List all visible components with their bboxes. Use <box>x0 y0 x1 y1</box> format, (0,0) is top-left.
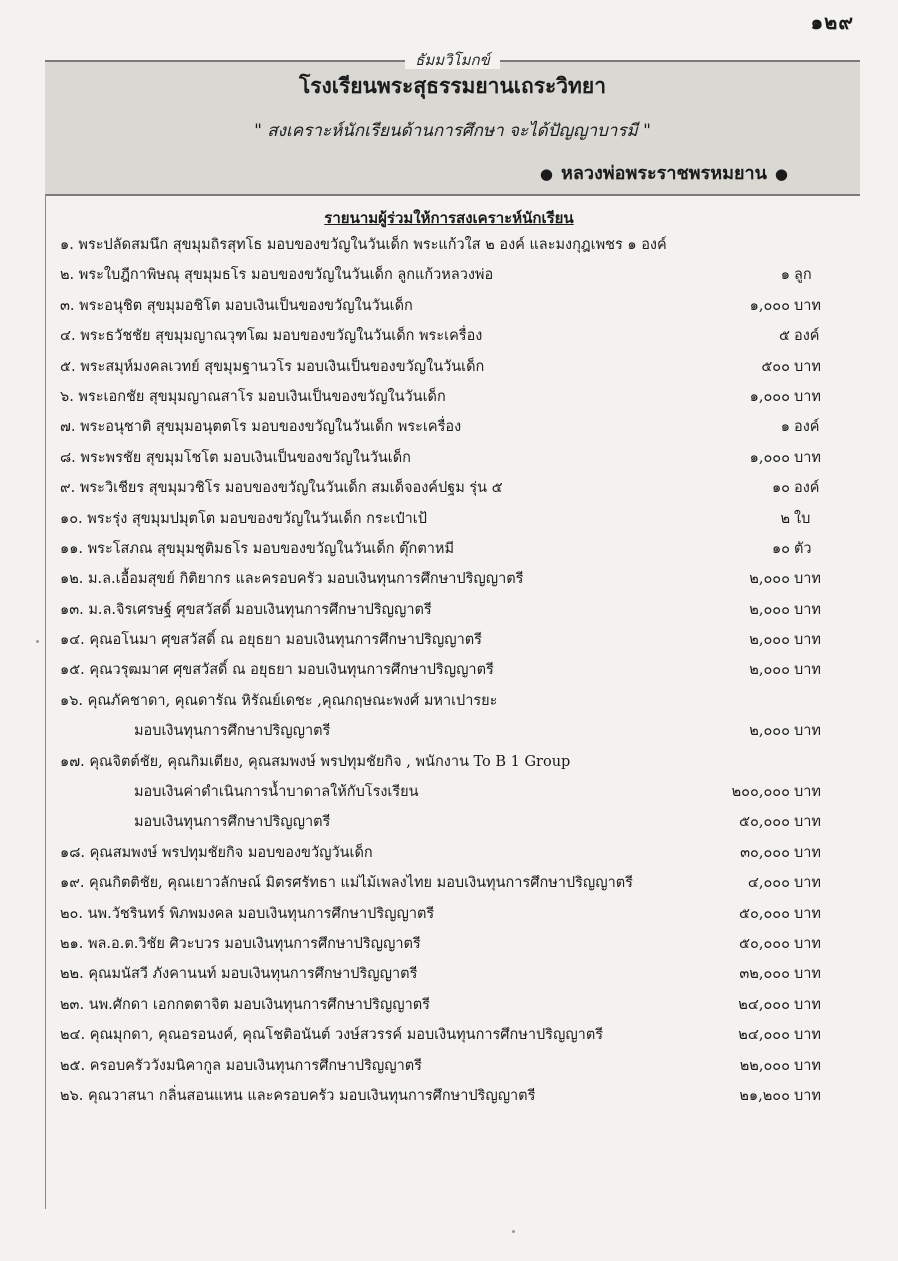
list-item <box>60 321 850 351</box>
donation-amount: ๒,๐๐๐ <box>749 662 790 679</box>
donation-unit: บาท <box>794 814 821 831</box>
list-item <box>60 291 850 321</box>
list-item <box>60 564 850 594</box>
donor-description: ๑๗. คุณจิตต์ชัย, คุณกิมเตียง, คุณสมพงษ์ พรปทุมชัยกิจ , พนักงาน To B 1 Group <box>60 753 571 770</box>
donation-amount: ๕๐,๐๐๐ <box>739 935 790 952</box>
donor-description: มอบเงินทุนการศึกษาปริญญาตรี <box>134 723 331 740</box>
list-item <box>60 777 850 807</box>
list-item <box>60 838 850 868</box>
header-box <box>45 51 860 196</box>
donation-amount: ๒,๐๐๐ <box>749 632 790 649</box>
school-name: โรงเรียนพระสุธรรมยานเถระวิทยา <box>298 73 606 98</box>
donation-amount: ๒๔,๐๐๐ <box>738 1027 790 1044</box>
donor-description: ๘. พระพรชัย สุขมุมโชโต มอบเงินเป็นของขวัญในวันเด็ก <box>60 449 411 466</box>
donation-unit: องค์ <box>794 419 820 436</box>
donation-amount: ๔,๐๐๐ <box>747 875 790 892</box>
donation-unit: บาท <box>794 1027 821 1044</box>
donation-unit: ตัว <box>794 540 812 557</box>
donation-amount: ๓๐,๐๐๐ <box>740 844 790 861</box>
list-item <box>60 625 850 655</box>
donor-description: มอบเงินทุนการศึกษาปริญญาตรี <box>134 814 331 831</box>
donation-unit: บาท <box>794 632 821 649</box>
donation-amount: ๑๐ <box>771 540 790 557</box>
donation-amount: ๓๒,๐๐๐ <box>739 966 790 983</box>
donation-amount: ๒ <box>780 510 790 527</box>
list-item <box>60 382 850 412</box>
donation-amount: ๑ <box>780 267 790 284</box>
donation-amount: ๕๐,๐๐๐ <box>739 905 790 922</box>
donor-description: ๗. พระอนุชาติ สุขมุมอนุตตโร มอบของขวัญในวันเด็ก พระเครื่อง <box>60 419 462 436</box>
donation-unit: บาท <box>794 844 821 861</box>
donor-description: ๒๑. พล.อ.ต.วิชัย ศิวะบวร มอบเงินทุนการศึกษาปริญญาตรี <box>60 935 421 952</box>
list-item <box>60 868 850 898</box>
donation-unit: องค์ <box>794 328 820 345</box>
donation-amount: ๕๐,๐๐๐ <box>739 814 790 831</box>
list-item <box>60 534 850 564</box>
donation-amount: ๒๑,๒๐๐ <box>739 1087 790 1104</box>
donor-description: ๒๐. นพ.วัชรินทร์ พิภพมงคล มอบเงินทุนการศึกษาปริญญาตรี <box>60 905 435 922</box>
donation-unit: บาท <box>794 449 821 466</box>
donor-description: ๑๖. คุณภัคชาดา, คุณดารัณ หิรัณย์เดชะ ,คุณกฤษณะพงศ์ มหาเปารยะ <box>60 692 498 709</box>
donor-description: ๔. พระธวัชชัย สุขมุมญาณวุฑโฒ มอบของขวัญในวันเด็ก พระเครื่อง <box>60 328 483 345</box>
list-item <box>60 260 850 290</box>
motto: " สงเคราะห์นักเรียนด้านการศึกษา จะได้ปัญญาบารมี " <box>254 121 651 141</box>
donor-description: ๑๙. คุณกิตติชัย, คุณเยาวลักษณ์ มิตรศรัทธา แม่ไม้เพลงไทย มอบเงินทุนการศึกษาปริญญาตรี <box>60 875 633 892</box>
donation-amount: ๒๒,๐๐๐ <box>739 1057 790 1074</box>
donation-amount: ๑ <box>780 419 790 436</box>
donation-amount: ๑,๐๐๐ <box>749 297 790 314</box>
donation-unit: บาท <box>794 966 821 983</box>
donor-description: ๒๒. คุณมนัสวี ภังคานนท์ มอบเงินทุนการศึกษาปริญญาตรี <box>60 966 418 983</box>
donor-description: มอบเงินค่าดำเนินการน้ำบาดาลให้กับโรงเรียน <box>134 784 419 801</box>
list-item <box>60 230 850 260</box>
donor-description: ๑๕. คุณวรุฒมาศ ศุขสวัสดิ์ ณ อยุธยา มอบเงินทุนการศึกษาปริญญาตรี <box>60 662 494 679</box>
attribution <box>532 158 796 187</box>
donor-description: ๑๑. พระโสภณ สุขมุมชุติมธโร มอบของขวัญในวันเด็ก ตุ๊กตาหมี <box>60 540 455 557</box>
donation-unit: บาท <box>794 297 821 314</box>
donation-amount: ๒,๐๐๐ <box>749 601 790 618</box>
donation-unit: บาท <box>794 935 821 952</box>
list-heading: รายนามผู้ร่วมให้การสงเคราะห์นักเรียน <box>324 209 574 227</box>
donor-description: ๒๓. นพ.ศักดา เอกกตตาจิต มอบเงินทุนการศึกษาปริญญาตรี <box>60 996 430 1013</box>
donation-amount: ๒,๐๐๐ <box>749 723 790 740</box>
list-item <box>60 1081 850 1111</box>
donation-unit: บาท <box>794 358 821 375</box>
list-item <box>60 747 850 777</box>
list-item <box>60 504 850 534</box>
donation-amount: ๒,๐๐๐ <box>749 571 790 588</box>
list-item <box>60 1051 850 1081</box>
list-item <box>60 1020 850 1050</box>
donor-description: ๑๓. ม.ล.จิรเศรษฐ์ ศุขสวัสดิ์ มอบเงินทุนการศึกษาปริญญาตรี <box>60 601 432 618</box>
attribution-name: หลวงพ่อพระราชพรหมยาน <box>561 163 767 184</box>
donation-amount: ๒๐๐,๐๐๐ <box>731 784 790 801</box>
donation-unit: บาท <box>794 571 821 588</box>
donation-unit: บาท <box>794 601 821 618</box>
donor-description: ๑๐. พระรุ่ง สุขมุมปมุตโต มอบของขวัญในวันเด็ก กระเป๋าเป้ <box>60 510 427 527</box>
donation-unit: บาท <box>794 905 821 922</box>
donation-amount: ๒๔,๐๐๐ <box>738 996 790 1013</box>
donation-amount: ๑,๐๐๐ <box>749 449 790 466</box>
list-item <box>60 929 850 959</box>
donation-unit: ลูก <box>794 267 812 284</box>
donor-description: ๒๖. คุณวาสนา กลิ่นสอนแหน และครอบครัว มอบเงินทุนการศึกษาปริญญาตรี <box>60 1087 536 1104</box>
scan-speck <box>36 640 39 643</box>
donation-amount: ๕๐๐ <box>761 358 790 375</box>
list-item <box>60 352 850 382</box>
list-item <box>60 899 850 929</box>
donation-unit: บาท <box>794 996 821 1013</box>
donor-description: ๓. พระอนุชิต สุขมุมอชิโต มอบเงินเป็นของขวัญในวันเด็ก <box>60 297 413 314</box>
donation-unit: บาท <box>794 1087 821 1104</box>
scan-speck <box>512 1230 515 1233</box>
bullet-icon: ● <box>539 165 554 183</box>
donation-unit: องค์ <box>794 480 820 497</box>
donor-description: ๑๒. ม.ล.เอื้อมสุขย์ กิติยากร และครอบครัว มอบเงินทุนการศึกษาปริญญาตรี <box>60 571 524 588</box>
list-item <box>60 807 850 837</box>
donation-amount: ๑,๐๐๐ <box>749 388 790 405</box>
donor-description: ๒๕. ครอบครัววังมนิคากูล มอบเงินทุนการศึกษาปริญญาตรี <box>60 1057 422 1074</box>
donor-description: ๖. พระเอกชัย สุขมุมญาณสาโร มอบเงินเป็นของขวัญในวันเด็ก <box>60 388 446 405</box>
list-item <box>60 959 850 989</box>
publication-title: ธัมมวิโมกข์ <box>45 48 860 72</box>
donation-unit: บาท <box>794 388 821 405</box>
page-number: ๑๒๙ <box>810 10 854 34</box>
donor-description: ๒๔. คุณมุกดา, คุณอรอนงค์, คุณโชติอนันต์ วงษ์สวรรค์ มอบเงินทุนการศึกษาปริญญาตรี <box>60 1027 604 1044</box>
list-item <box>60 716 850 746</box>
donor-description: ๙. พระวิเชียร สุขมุมวชิโร มอบของขวัญในวันเด็ก สมเด็จองค์ปฐม รุ่น ๕ <box>60 480 503 497</box>
list-item <box>60 473 850 503</box>
donation-amount: ๑๐ <box>771 480 790 497</box>
donor-description: ๑๘. คุณสมพงษ์ พรปทุมชัยกิจ มอบของขวัญวันเด็ก <box>60 844 373 861</box>
list-item <box>60 595 850 625</box>
donor-description: ๕. พระสมุห์มงคลเวทย์ สุขมุมฐานวโร มอบเงินเป็นของขวัญในวันเด็ก <box>60 358 485 375</box>
list-item <box>60 686 850 716</box>
donor-description: ๑. พระปลัดสมนึก สุขมุมถิรสุทโธ มอบของขวัญในวันเด็ก พระแก้วใส ๒ องค์ และมงกุฎเพชร ๑ องค์ <box>60 237 667 253</box>
list-item <box>60 990 850 1020</box>
donor-description: ๑๔. คุณอโนมา ศุขสวัสดิ์ ณ อยุธยา มอบเงินทุนการศึกษาปริญญาตรี <box>60 632 482 649</box>
donation-unit: บาท <box>794 784 821 801</box>
list-item <box>60 412 850 442</box>
donor-description: ๒. พระใบฎีกาพิษณุ สุขมุมธโร มอบของขวัญในวันเด็ก ลูกแก้วหลวงพ่อ <box>60 267 494 284</box>
donation-unit: บาท <box>794 723 821 740</box>
donation-unit: บาท <box>794 662 821 679</box>
donation-unit: บาท <box>794 1057 821 1074</box>
list-item <box>60 655 850 685</box>
list-item <box>60 443 850 473</box>
bullet-icon: ● <box>774 165 788 183</box>
donation-unit: ใบ <box>794 510 811 527</box>
donation-unit: บาท <box>794 875 821 892</box>
donation-amount: ๕ <box>779 328 790 345</box>
donor-list <box>60 230 850 1111</box>
